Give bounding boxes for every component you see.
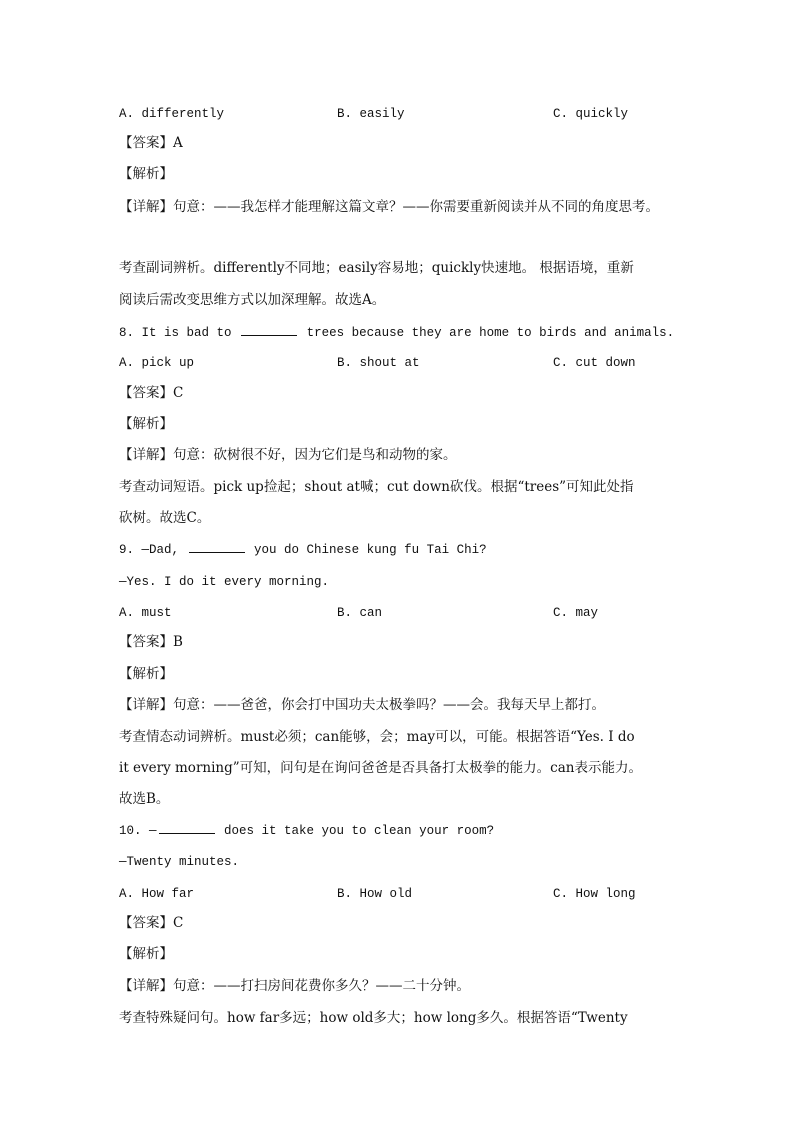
q8-analysis-label: 【解析】: [119, 416, 173, 432]
q8-answer-blank: [241, 322, 297, 336]
q9-analysis-label: 【解析】: [119, 666, 173, 682]
q10-answer-blank: [159, 820, 215, 834]
q9-detail: 【详解】句意：——爸爸，你会打中国功夫太极拳吗？——会。我每天早上都打。: [119, 697, 605, 713]
q9-option-a: A. must: [119, 606, 172, 620]
q10-stem-after: does it take you to clean your room?: [224, 824, 495, 838]
q9-option-c: C. may: [553, 606, 599, 620]
q9-explanation-line-1: 考查情态动词辨析。must必须；can能够，会；may可以，可能。根据答语“Yes. I do: [119, 729, 635, 745]
q10-detail: 【详解】句意：——打扫房间花费你多久？——二十分钟。: [119, 978, 470, 994]
q9-stem: [119, 539, 487, 561]
q8-option-c: C. cut down: [553, 356, 636, 370]
q8-stem-before: 8. It is bad to: [119, 326, 232, 340]
q10-option-b: B. How old: [337, 887, 413, 901]
q9-option-b: B. can: [337, 606, 383, 620]
q10-answer: 【答案】C: [119, 915, 184, 931]
q9-stem-after: you do Chinese kung fu Tai Chi?: [254, 543, 487, 557]
q7-detail: 【详解】句意：——我怎样才能理解这篇文章？——你需要重新阅读并从不同的角度思考。: [119, 199, 659, 215]
q10-stem-before: 10. —: [119, 824, 157, 838]
q10-explanation-line-1: 考查特殊疑问句。how far多远；how old多大；how long多久。根据答语“Twenty: [119, 1010, 628, 1026]
q8-option-a: A. pick up: [119, 356, 195, 370]
q7-explanation-line-1: 考查副词辨析。differently不同地；easily容易地；quickly快速地。 根据语境，重新: [119, 260, 634, 276]
q7-option-a: A. differently: [119, 107, 225, 121]
q8-explanation-line-1: 考查动词短语。pick up捡起；shout at喊；cut down砍伐。根据“trees”可知此处指: [119, 479, 634, 495]
q9-explanation-line-2: it every morning”可知，问句是在询问爸爸是否具备打太极拳的能力。can表示能力。: [119, 760, 642, 776]
q8-answer: 【答案】C: [119, 385, 184, 401]
q7-explanation-line-2: 阅读后需改变思维方式以加深理解。故选A。: [119, 292, 386, 308]
q8-option-b: B. shout at: [337, 356, 420, 370]
q8-stem: [119, 322, 674, 344]
q10-option-c: C. How long: [553, 887, 636, 901]
q10-stem: [119, 820, 494, 842]
q10-reply: —Twenty minutes.: [119, 855, 240, 869]
q9-explanation-line-3: 故选B。: [119, 791, 170, 807]
q10-option-a: A. How far: [119, 887, 195, 901]
q7-option-b: B. easily: [337, 107, 405, 121]
q9-answer: 【答案】B: [119, 634, 183, 650]
q8-detail: 【详解】句意：砍树很不好，因为它们是鸟和动物的家。: [119, 447, 457, 463]
q9-stem-before: 9. —Dad,: [119, 543, 180, 557]
q7-option-c: C. quickly: [553, 107, 629, 121]
q9-answer-blank: [189, 539, 245, 553]
q10-analysis-label: 【解析】: [119, 946, 173, 962]
q8-explanation-line-2: 砍树。故选C。: [119, 510, 211, 526]
q7-analysis-label: 【解析】: [119, 166, 173, 182]
q8-stem-after: trees because they are home to birds and animals.: [306, 326, 675, 340]
q9-reply: —Yes. I do it every morning.: [119, 575, 330, 589]
q7-answer: 【答案】A: [119, 135, 183, 151]
